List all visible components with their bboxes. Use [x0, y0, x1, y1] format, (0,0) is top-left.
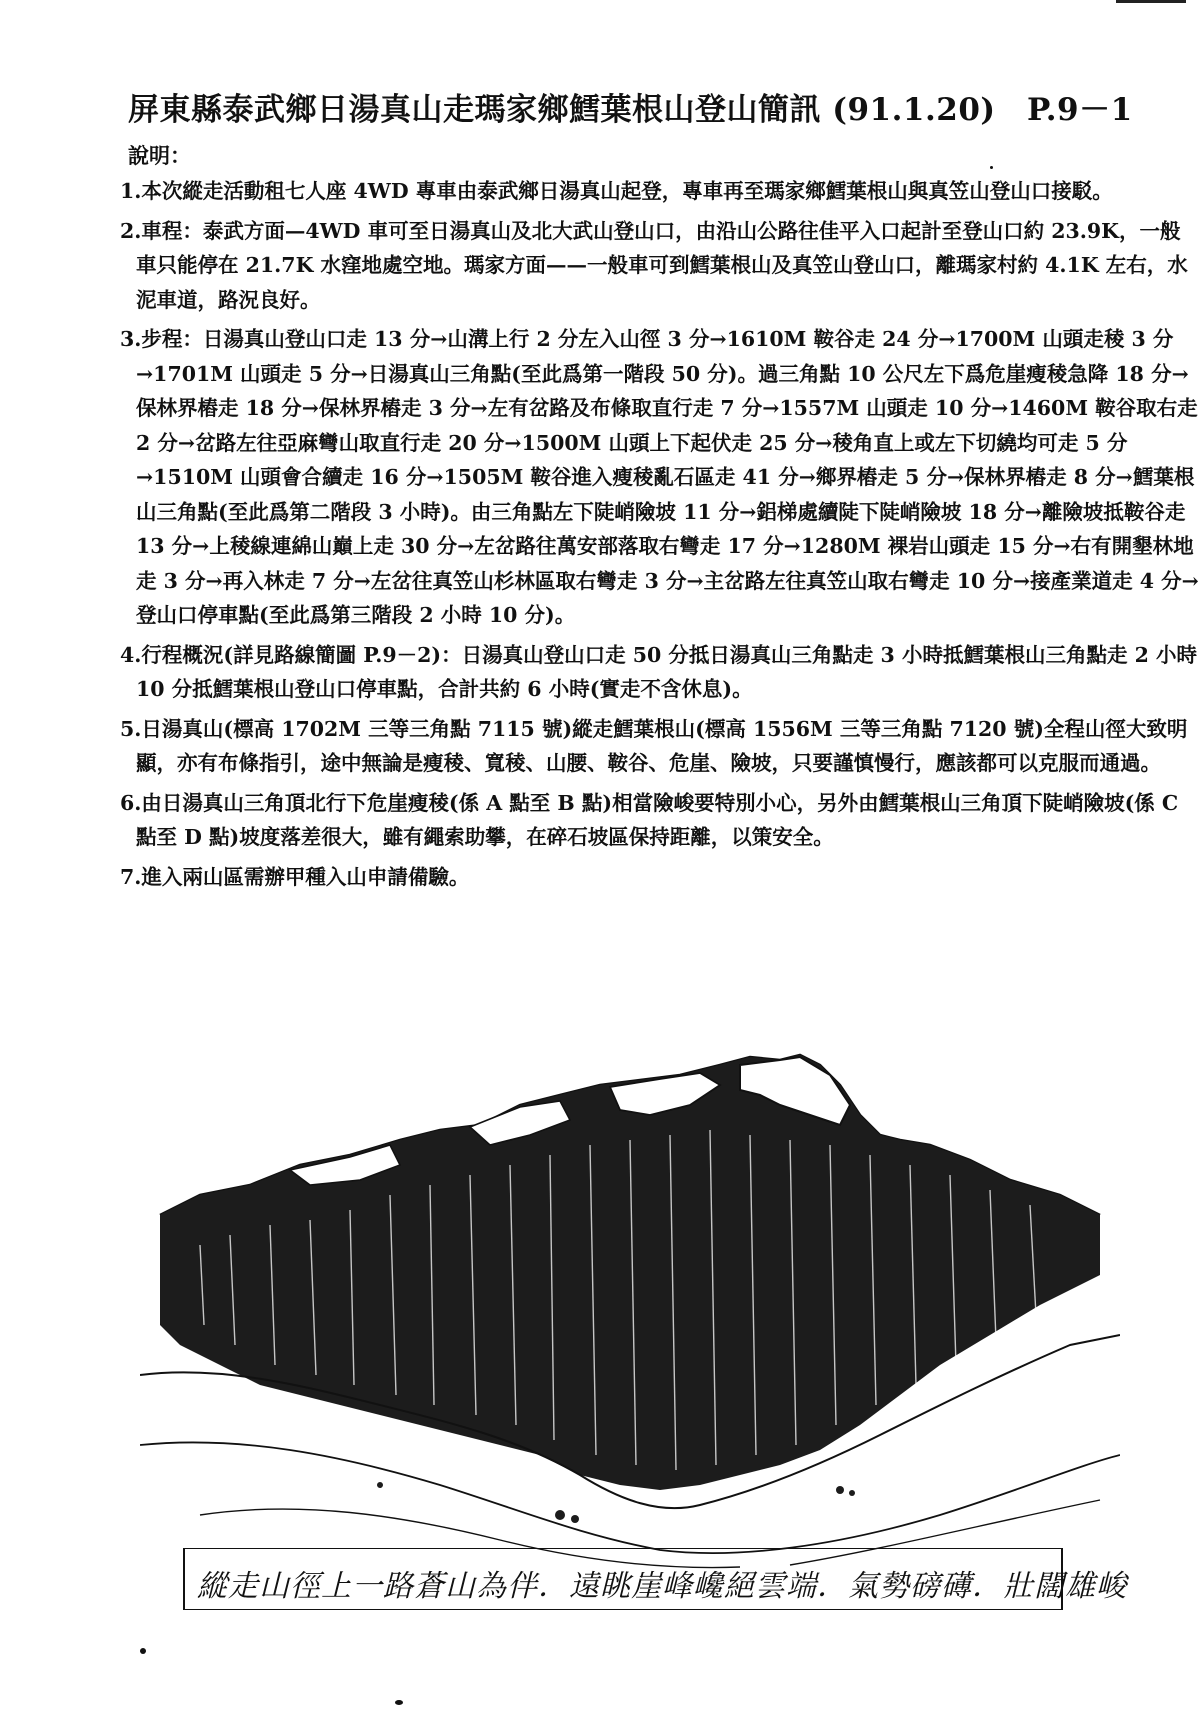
page-title: 屏東縣泰武鄉日湯真山走瑪家鄉鱈葉根山登山簡訊 (91.1.20) P.9－1	[128, 92, 1133, 128]
note-item-1: 1.本次縱走活動租七人座 4WD 專車由泰武鄉日湯真山起登，專車再至瑪家鄉鱈葉根山與真笠山登山口接駁。	[120, 179, 1113, 203]
note-item-2: 2.車程：泰武方面—4WD 車可至日湯真山及北大武山登山口，由沿山公路往佳平入口起計至登山口約 23.9K，一般車只能停在 21.7K 水窪地處空地。瑪家方面——一般車可到鱈葉根山及真笠山登山口，離瑪家村約 4.1K 左右，水泥車道，路況良好。	[120, 218, 1188, 312]
scan-mark	[1116, 0, 1186, 3]
notes-list	[120, 174, 1200, 899]
note-item-6: 6.由日湯真山三角頂北行下危崖瘦稜(係 A 點至 B 點)相當險峻要特別小心，另外由鱈葉根山三角頂下陡峭險坡(係 C 點至 D 點)坡度落差很大，雖有繩索助攀，在碎石坡區保持距離，以策安全。	[120, 790, 1179, 849]
note-item-5: 5.日湯真山(標高 1702M 三等三角點 7115 號)縱走鱈葉根山(標高 1556M 三等三角點 7120 號)全程山徑大致明顯，亦有布條指引，途中無論是瘦稜、寬稜、山腰、鞍谷、危崖、險坡，只要謹慎慢行，應該都可以克服而通過。	[120, 716, 1188, 775]
scan-speck	[140, 1648, 146, 1654]
note-item-3: 3.步程：日湯真山登山口走 13 分→山溝上行 2 分左入山徑 3 分→1610M 鞍谷走 24 分→1700M 山頭走稜 3 分→1701M 山頭走 5 分→日湯真山三角點(至此爲第一階段 50 分)。過三角點 10 公尺左下爲危崖瘦稜急降 18 分→保林界樁走 18 分→保林界樁走 3 分→左有岔路及布條取直行走 7 分→1557M 山頭走 10 分→1460M 鞍谷取右走 2 分→岔路左往亞麻彎山取直行走 20 分→1500M 山頭上下起伏走 25 分→稜角直上或左下切繞均可走 5 分→1510M 山頭會合續走 16 分→1505M 鞍谷進入瘦稜亂石區走 41 分→鄉界樁走 5 分→保林界樁走 8 分→鱈葉根山三角點(至此爲第二階段 3 小時)。由三角點左下陡峭險坡 11 分→鋁梯處續陡下陡峭險坡 18 分→離險坡抵鞍谷走 13 分→上稜線連綿山巔上走 30 分→左岔路往萬安部落取右彎走 17 分→1280M 裸岩山頭走 15 分→右有開墾林地走 3 分→再入林走 7 分→左岔往真笠山杉林區取右彎走 3 分→主岔路左往真笠山取右彎走 10 分→接產業道走 4 分→登山口停車點(至此爲第三階段 2 小時 10 分)。	[120, 327, 1199, 627]
scan-speck	[990, 166, 993, 169]
mountain-illustration	[140, 1045, 1120, 1575]
note-item-4: 4.行程概況(詳見路線簡圖 P.9－2)：日湯真山登山口走 50 分抵日湯真山三角點走 3 小時抵鱈葉根山三角點走 2 小時 10 分抵鱈葉根山登山口停車點，合計共約 6 小時(實走不含休息)。	[120, 642, 1197, 701]
section-label: 說明：	[128, 143, 191, 168]
illustration-caption-box	[183, 1548, 1127, 1610]
scan-speck	[395, 1700, 403, 1705]
illustration-caption: 縱走山徑上一路蒼山為伴．遠眺崖峰巉絕雲端．氣勢磅礡．壯闊雄峻	[197, 1569, 1127, 1604]
note-item-7: 7.進入兩山區需辦甲種入山申請備驗。	[120, 864, 470, 889]
